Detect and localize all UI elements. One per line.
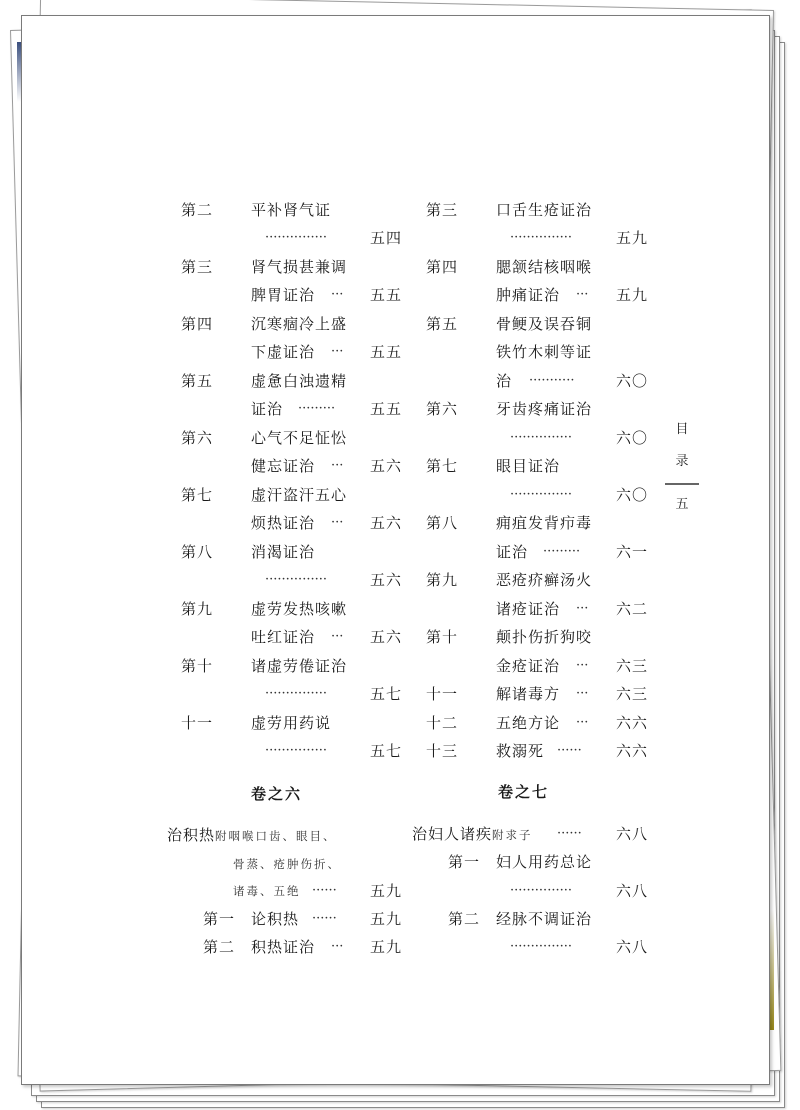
divider (665, 483, 699, 485)
dot-leader: ··············· (265, 230, 327, 245)
toc-entry-cont: 健忘证治 ··· 五六 (181, 453, 402, 479)
page-ref: 五五 (369, 343, 402, 361)
dot-leader: ··· (331, 344, 344, 359)
chapter-note-cont: 骨蒸、疮肿伤折、 (233, 857, 341, 871)
toc-chapter[interactable]: 治积热附咽喉口齿、眼目、 (167, 826, 337, 844)
page-ref: 六八 (615, 938, 648, 956)
toc-page: 第二 平补肾气证 ··············· 五四 第三 肾气损甚兼调 脾胃证治 ··· 五五 第四 沉寒痼冷上盛 下虚证治 ··· 五五 第五 虚惫白浊遗精 证治 ········· 五五 第六 心气不足怔忪 健忘证治 ··· 五六 第七 虚汗盗汗五心 烦热证治 ··· 五六 第八 消渴证治 ··············· 五六 第九 虚劳发热咳嗽 吐红证治 ··· 五六 第十 诸虚劳倦证治 ··············· 五七 十一 虚劳用药说 ··············· 五七 卷之六 治积热附咽喉口齿、眼目、 骨蒸、疮肿伤折、 诸毒、五绝 ······ 五九 第一 论积热 ······ 五九 第二 积热证治 ··· 五九 第三 口舌生疮证治 ··············· 五九 第四 腮颔结核咽喉 肿痛证治 ··· 五九 第五 骨鲠及误吞铜 铁竹木刺等证 治 ··········· 六〇 第六 牙齿疼痛证治 ··············· 六〇 第七 眼目证治 ··············· 六〇 第八 痈疽发背疖毒 证治 ········· 六一 第九 恶疮疥癣汤火 诸疮证治 ··· 六二 第十 颠扑伤折狗咬 金疮证治 ··· 六三 十一 解诸毒方 ··· 六三 十二 五绝方论 ··· 六六 十三 救溺死 ······ 六六 卷之七 治妇人诸疾附求子 ······ 六八 第一 妇人用药总论 ··············· 六八 第二 经脉不调证治 ··············· 六八 目 录 五 (21, 15, 770, 1085)
toc-entry-cont: 证治 ········· 六一 (426, 539, 648, 565)
toc-entry-cont: 诸疮证治 ··· 六二 (426, 596, 648, 622)
page-ref: 六〇 (615, 372, 648, 390)
dot-leader: ··· (331, 287, 344, 302)
toc-entry-page (426, 482, 648, 508)
page-number: 五 (675, 497, 689, 512)
page-ref: 六二 (615, 600, 648, 618)
toc-entry[interactable]: 十一 解诸毒方 ··· 六三 (426, 681, 648, 707)
page-ref: 六〇 (615, 429, 648, 447)
page-ref: 六六 (615, 714, 648, 732)
toc-entry-cont: 证治 ········· 五五 (181, 396, 402, 422)
page-ref: 五六 (369, 628, 402, 646)
dot-leader: ··············· (510, 430, 572, 445)
page-ref: 六八 (615, 882, 648, 900)
page-ref: 六〇 (615, 486, 648, 504)
dot-leader: ··············· (510, 230, 572, 245)
dot-leader: ··· (331, 515, 344, 530)
page-ref: 六三 (615, 657, 648, 675)
page-ref: 五九 (615, 229, 648, 247)
toc-entry[interactable]: 第一 论积热 ······ 五九 (181, 906, 402, 932)
toc-entry-page (426, 425, 648, 451)
toc-entry[interactable]: 十三 救溺死 ······ 六六 (426, 738, 648, 764)
page-ref: 五五 (369, 400, 402, 418)
page-ref: 五九 (369, 938, 402, 956)
dot-leader: ········· (298, 401, 336, 416)
page-ref: 五六 (369, 457, 402, 475)
page-ref: 五九 (615, 286, 648, 304)
page-ref: 五六 (369, 514, 402, 532)
page-ref: 六八 (615, 825, 648, 843)
toc-entry-page (181, 225, 402, 251)
toc-entry-cont: 肿痛证治 ··· 五九 (426, 282, 648, 308)
toc-entry-page (426, 225, 648, 251)
toc-entry-page (426, 878, 648, 904)
dot-leader: ··· (576, 686, 589, 701)
page-ref: 五七 (369, 742, 402, 760)
dot-leader: ··············· (510, 939, 572, 954)
chapter-note: 附求子 (492, 828, 533, 842)
page-ref: 五七 (369, 685, 402, 703)
dot-leader: ··············· (265, 743, 327, 758)
toc-entry-cont: 下虚证治 ··· 五五 (181, 339, 402, 365)
toc-entry-cont: 吐红证治 ··· 五六 (181, 624, 402, 650)
toc-entry[interactable]: 十二 五绝方论 ··· 六六 (426, 710, 648, 736)
volume-heading: 卷之六 (251, 785, 303, 803)
toc-entry-page (426, 934, 648, 960)
chapter-note: 附咽喉口齿、眼目、 (215, 829, 337, 843)
dot-leader: ··········· (529, 373, 575, 388)
toc-entry[interactable]: 第二 积热证治 ··· 五九 (181, 934, 402, 960)
dot-leader: ······ (312, 911, 337, 926)
dot-leader: ··· (576, 601, 589, 616)
page-ref: 五九 (369, 910, 402, 928)
toc-chapter[interactable]: 治妇人诸疾附求子 ······ 六八 (412, 821, 648, 847)
dot-leader: ··· (331, 939, 344, 954)
dot-leader: ··············· (265, 572, 327, 587)
toc-entry-page (181, 738, 402, 764)
page-ref: 六三 (615, 685, 648, 703)
toc-entry-page (181, 681, 402, 707)
section-label: 目 (675, 422, 689, 437)
toc-entry-cont: 治 ··········· 六〇 (426, 368, 648, 394)
dot-leader: ··············· (510, 487, 572, 502)
page-ref: 五五 (369, 286, 402, 304)
toc-entry-cont: 金疮证治 ··· 六三 (426, 653, 648, 679)
dot-leader: ··· (576, 715, 589, 730)
dot-leader: ······ (312, 883, 337, 898)
section-side-tab (670, 416, 694, 523)
toc-entry-cont: 脾胃证治 ··· 五五 (181, 282, 402, 308)
dot-leader: ··· (331, 458, 344, 473)
dot-leader: ··· (576, 287, 589, 302)
dot-leader: ··· (576, 658, 589, 673)
section-label: 录 (675, 454, 689, 469)
toc-entry-page (181, 567, 402, 593)
chapter-note-cont: 诸毒、五绝 ······ 五九 (181, 878, 402, 904)
volume-heading: 卷之七 (498, 783, 550, 801)
dot-leader: ··············· (510, 883, 572, 898)
page-ref: 六六 (615, 742, 648, 760)
dot-leader: ··· (331, 629, 344, 644)
toc-entry-cont: 烦热证治 ··· 五六 (181, 510, 402, 536)
page-ref: 六一 (615, 543, 648, 561)
page-ref: 五四 (369, 229, 402, 247)
dot-leader: ··············· (265, 686, 327, 701)
page-ref: 五九 (369, 882, 402, 900)
dot-leader: ······ (557, 826, 582, 841)
page-ref: 五六 (369, 571, 402, 589)
dot-leader: ········· (543, 544, 581, 559)
dot-leader: ······ (557, 743, 582, 758)
